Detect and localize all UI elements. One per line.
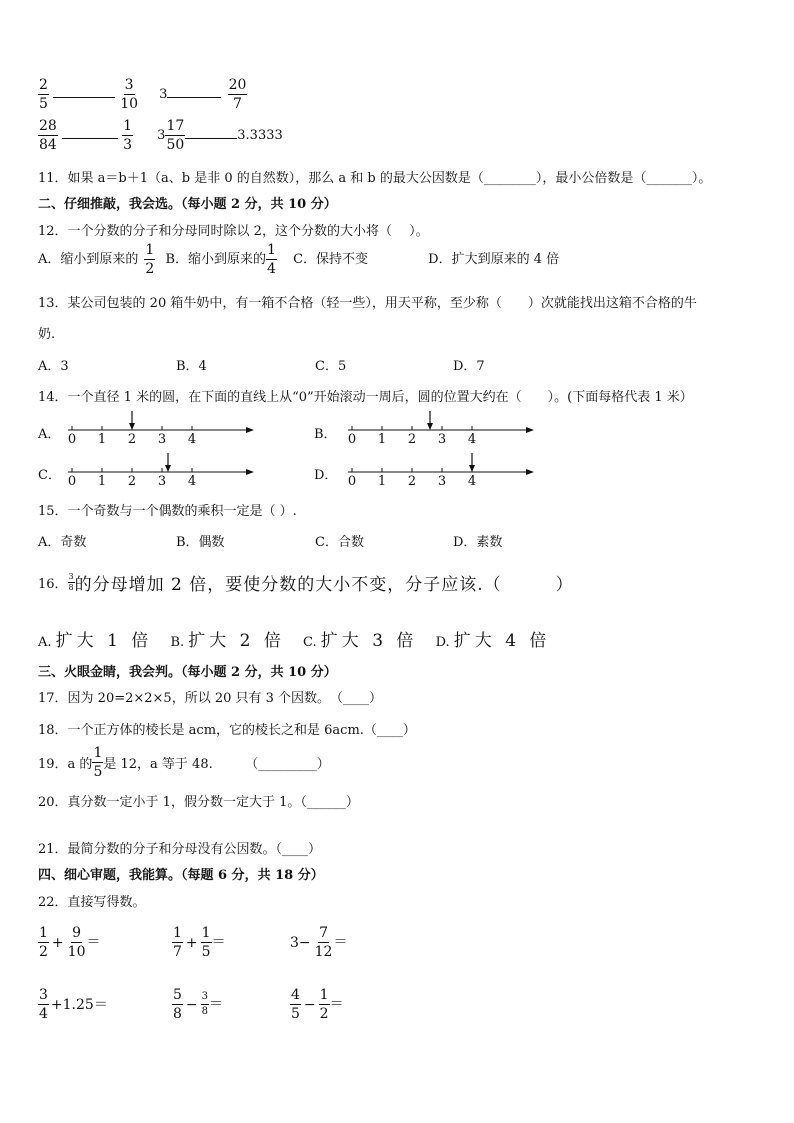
tick-label: 3 [157, 432, 167, 446]
question-11: 11．如果 a＝b＋1（a、b 是非 0 的自然数），那么 a 和 b 的最大公因数是（________），最小公倍数是（_______）。 [38, 171, 712, 186]
question-21: 21．最简分数的分子和分母没有公因数。（____） [38, 842, 322, 857]
option-c[interactable]: C. 扩大 3 倍 [303, 631, 418, 651]
option-a[interactable]: A. 扩大 1 倍 [38, 631, 153, 651]
fraction: $\frac{4}{5}$ [291, 987, 300, 1022]
position-arrow [427, 411, 433, 430]
blank-line[interactable] [62, 137, 118, 139]
tick-label: 1 [377, 432, 387, 446]
question-15-option-b[interactable]: B．偶数 [176, 535, 225, 550]
tick-label: 1 [97, 432, 107, 446]
question-15-option-c[interactable]: C．合数 [315, 535, 364, 550]
tick-label: 3 [157, 474, 167, 488]
question-17: 17．因为 20=2×2×5，所以 20 只有 3 个因数。 （____） [38, 691, 383, 706]
option-d[interactable]: D．扩大到原来的 4 倍 [428, 252, 560, 267]
fraction: $\frac{2}{5}$ [39, 77, 48, 112]
question-14-option-d-label[interactable]: D． [314, 468, 338, 483]
position-arrow [129, 411, 135, 430]
tick-label: 3 [437, 474, 447, 488]
fraction: $\frac{7}{12}$ [314, 925, 333, 960]
section-2-title: 二、仔细推敲，我会选。（每小题 2 分，共 10 分） [38, 197, 337, 212]
arrow-head [165, 465, 171, 472]
tick-label: 0 [347, 432, 357, 446]
tick-label: 2 [127, 432, 137, 446]
number-line-a [60, 410, 260, 446]
tick-label: 4 [467, 474, 477, 488]
position-arrow [165, 453, 171, 472]
fraction: $\frac{1}{7}$ [173, 925, 182, 960]
tick-label: 3 [437, 432, 447, 446]
expression-2: $\frac{1}{7}$ + $\frac{1}{5}$ ＝ [173, 925, 226, 960]
fraction: $\frac{3}{8}$ [201, 991, 209, 1017]
question-12-options [38, 243, 559, 276]
question-14-option-c-label[interactable]: C． [38, 468, 61, 483]
fraction: $\frac{1}{5}$ [201, 925, 211, 960]
blank-line[interactable] [185, 137, 237, 139]
axis-arrowhead [526, 427, 534, 433]
arrow-head [469, 465, 475, 472]
question-14: 14．一个直径 1 米的圆，在下面的直线上从“0”开始滚动一周后，圆的位置大约在（ ）。(下面每格代表 1 米） [38, 390, 693, 405]
question-16-options [38, 626, 550, 651]
ticks [68, 468, 196, 488]
ticks [348, 468, 476, 488]
question-16: 16． $\frac{3}{8}$ 的分母增加 2 倍，要使分数的大小不变，分子应该.（ ） [38, 572, 574, 595]
question-13-line-2: 奶. [38, 327, 56, 342]
tick-label: 1 [97, 474, 107, 488]
tick-label: 4 [467, 432, 477, 446]
question-13-option-a[interactable]: A．3 [38, 359, 69, 374]
fraction: $\frac{1}{2}$ [319, 987, 329, 1022]
fraction: $\frac{20}{7}$ [228, 77, 247, 112]
question-15: 15．一个奇数与一个偶数的乘积一定是（ ）. [38, 504, 297, 519]
fraction: $\frac{1}{2}$ [145, 242, 155, 277]
question-20: 20．真分数一定小于 1，假分数一定大于 1。（______） [38, 795, 359, 810]
question-19: 19．a 的 $\frac{1}{5}$ 是 12，a 等于 48. （_________） [38, 745, 330, 780]
fraction: $\frac{1}{4}$ [267, 242, 276, 277]
axis-arrowhead [526, 469, 534, 475]
axis-arrowhead [246, 427, 254, 433]
fraction: $\frac{3}{10}$ [120, 77, 139, 112]
fraction: $\frac{28}{84}$ [39, 118, 57, 153]
question-15-option-d[interactable]: D．素数 [453, 535, 503, 550]
compare-row-1 [38, 78, 247, 111]
question-22: 22．直接写得数。 [38, 895, 146, 910]
tick-label: 0 [67, 432, 77, 446]
compare-row-2 [38, 119, 283, 152]
question-12: 12．一个分数的分子和分母同时除以 2，这个分数的大小将（ ）。 [38, 224, 429, 239]
number-line-b [340, 410, 540, 446]
fraction: $\frac{1}{3}$ [123, 118, 133, 153]
fraction: $\frac{1}{2}$ [39, 925, 48, 960]
tick-label: 0 [347, 474, 357, 488]
expression-1: $\frac{1}{2}$ + $\frac{9}{10}$ ＝ [39, 925, 101, 960]
option-b[interactable]: B．缩小到原来的 $\frac{1}{4}$ [165, 242, 276, 277]
question-14-option-b-label[interactable]: B． [314, 427, 337, 442]
tick-label: 4 [187, 474, 197, 488]
option-b[interactable]: B. 扩大 2 倍 [170, 631, 285, 651]
axis-arrowhead [246, 469, 254, 475]
tick-label: 2 [407, 474, 417, 488]
tick-label: 4 [187, 432, 197, 446]
blank-line[interactable] [167, 96, 221, 98]
tick-label: 0 [67, 474, 77, 488]
section-3-title: 三、火眼金睛，我会判。（每小题 2 分，共 10 分） [38, 665, 337, 680]
decimal-number: 3.3333 [237, 128, 283, 143]
number-line-c [60, 452, 260, 488]
fraction: $\frac{3}{8}$ [68, 572, 74, 592]
expression-5: $\frac{5}{8}$ − $\frac{3}{8}$ ＝ [173, 987, 224, 1022]
position-arrow [469, 453, 475, 472]
tick-label: 1 [377, 474, 387, 488]
whole-number: 3 [159, 87, 168, 102]
section-4-title: 四、细心审题，我能算。（每题 6 分，共 18 分） [38, 868, 324, 883]
question-13-option-c[interactable]: C．5 [315, 359, 347, 374]
fraction: $\frac{17}{50}$ [166, 118, 185, 153]
option-d[interactable]: D. 扩大 4 倍 [435, 631, 551, 651]
option-c[interactable]: C．保持不变 [293, 252, 369, 267]
expression-6: $\frac{4}{5}$ − $\frac{1}{2}$ ＝ [291, 987, 344, 1022]
question-13-line-1: 13．某公司包装的 20 箱牛奶中，有一箱不合格（轻一些），用天平称，至少称（ ）次就能找出这箱不合格的牛 [38, 296, 697, 311]
fraction: $\frac{9}{10}$ [67, 925, 86, 960]
mixed-number-whole: 3 [157, 128, 166, 143]
fraction: $\frac{3}{4}$ [39, 987, 48, 1022]
blank-line[interactable] [53, 96, 115, 98]
question-14-option-a-label[interactable]: A． [38, 427, 61, 442]
question-18: 18．一个正方体的棱长是 acm，它的棱长之和是 6acm.（____） [38, 723, 416, 738]
arrow-head [427, 423, 433, 430]
tick-label: 2 [127, 474, 137, 488]
ticks [348, 426, 476, 446]
arrow-head [129, 423, 135, 430]
question-13-option-d[interactable]: D．7 [453, 359, 485, 374]
fraction: $\frac{1}{5}$ [93, 745, 103, 780]
fraction: $\frac{5}{8}$ [173, 987, 182, 1022]
tick-label: 2 [407, 432, 417, 446]
question-15-option-a[interactable]: A．奇数 [38, 535, 87, 550]
number-line-d [340, 452, 540, 488]
option-a[interactable]: A．缩小到原来的 $\frac{1}{2}$ [38, 242, 155, 277]
question-13-option-b[interactable]: B．4 [176, 359, 207, 374]
expression-4: $\frac{3}{4}$ +1.25＝ [39, 987, 108, 1022]
expression-3: 3− $\frac{7}{12}$ ＝ [290, 925, 348, 960]
